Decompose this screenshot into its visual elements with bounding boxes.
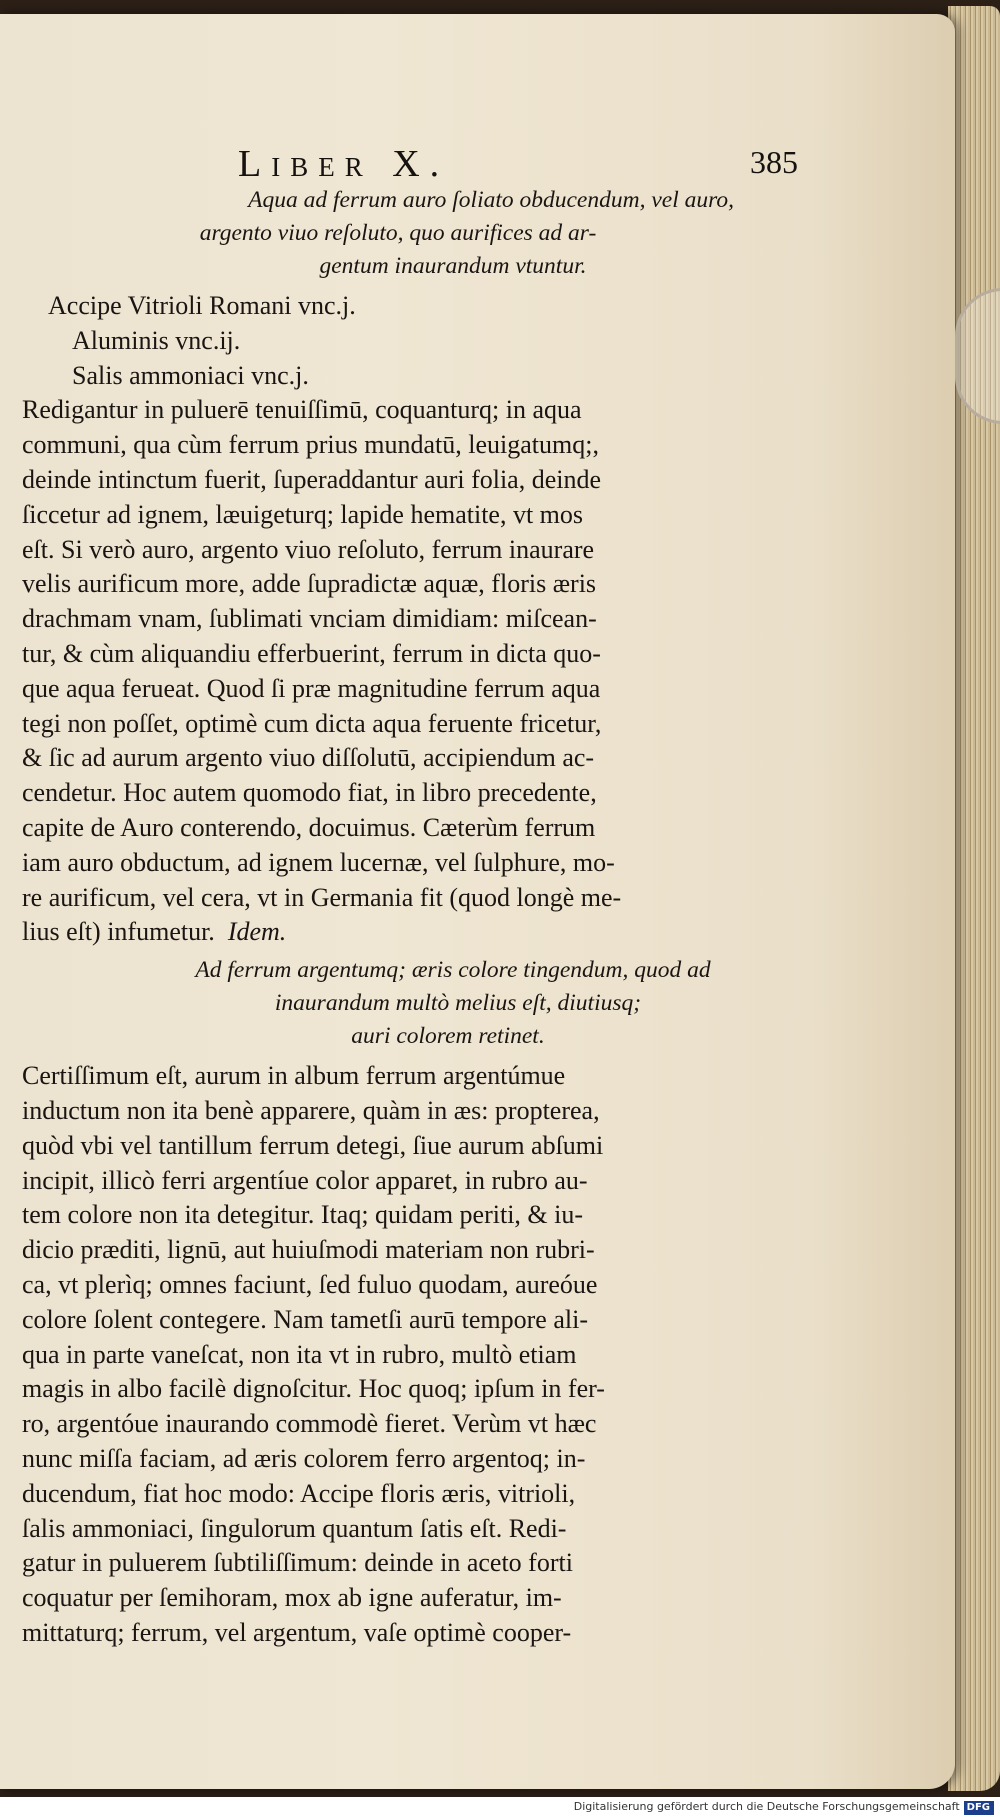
text-line: ducendum, fiat hoc modo: Accipe floris æris, vitrioli, [22,1478,576,1508]
text-line: capite de Auro conterendo, docuimus. Cæterùm ferrum [22,812,596,842]
text-line: deinde intinctum fuerit, ſuperaddantur auri folia, deinde [22,464,602,494]
text-line-with-attribution [22,915,744,950]
running-head: Liber X. [238,143,450,185]
text-line: ro, argentóue inaurando commodè fieret. Verùm vt hæc [22,1409,597,1439]
text-line: cendetur. Hoc autem quomodo fiat, in libro precedente, [22,778,597,808]
book-page [0,14,955,1789]
text-line: gatur in puluerem ſubtiliſſimum: deinde in aceto forti [22,1548,573,1578]
text-line: ſiccetur ad ignem, læuigeturq; lapide hematite, vt mos [22,499,584,529]
text-line: Redigantur in puluerē tenuiſſimū, coquanturq; in aqua [22,395,582,425]
text-line: velis aurificum more, adde ſupradictæ aquæ, floris æris [22,569,597,599]
section-title [22,954,744,1053]
title-line: auri colorem retinet. [351,1023,545,1050]
book-page-edges [948,6,1000,1791]
text-line: colore ſolent contegere. Nam tametſi aurū tempore ali- [22,1304,588,1334]
text-line: communi, qua cùm ferrum prius mundatū, leuigatumq;, [22,430,599,460]
section-title [22,184,744,283]
digitization-credit [0,1797,1000,1817]
text-line: magis in albo facilè dignoſcitur. Hoc quoq; ipſum in fer- [22,1374,605,1404]
title-line: Ad ferrum argentumq; æris colore tingendum, quod ad [195,957,711,984]
text-line: Aluminis vnc.ij. [72,325,241,355]
title-line: inaurandum multò melius eſt, diutiusq; [274,990,642,1017]
text-line: dicio præditi, lignū, aut huiuſmodi materiam non rubri- [22,1235,595,1265]
text-line: quòd vbi vel tantillum ferrum detegi, ſiue aurum abſumi [22,1130,604,1160]
text-line: Salis ammoniaci vnc.j. [72,360,309,390]
recipe-section-1 [22,184,744,950]
page-header [238,142,798,186]
text-line: drachmam vnam, ſublimati vnciam dimidiam: miſcean- [22,604,597,634]
dfg-logo: DFG [964,1801,994,1815]
text-line: iam auro obductum, ad ignem lucernæ, vel ſulphure, mo- [22,847,615,877]
text-line: nunc miſſa faciam, ad æris colorem ferro argentoq; in- [22,1443,586,1473]
text-line: ſalis ammoniaci, ſingulorum quantum ſatis eſt. Redi- [22,1513,567,1543]
text-line: qua in parte vaneſcat, non ita vt in rubro, multò etiam [22,1339,577,1369]
title-line: gentum inaurandum vtuntur. [319,253,587,279]
page-text [22,184,744,1651]
text-line: inductum non ita benè apparere, quàm in æs: propterea, [22,1095,600,1125]
text-line: tem colore non ita detegitur. Itaq; quidam periti, & iu- [22,1200,584,1230]
section-body [22,1059,744,1651]
text-line: eſt. Si verò auro, argento viuo reſoluto, ferrum inaurare [22,534,595,564]
title-line: Aqua ad ferrum auro ſoliato obducendum, vel auro, [248,187,734,213]
section-body [22,289,744,950]
page-number: 385 [750,144,798,180]
text-line: coquatur per ſemihoram, mox ab igne auferatur, im- [22,1583,562,1613]
text-line: Accipe Vitrioli Romani vnc.j. [48,291,356,320]
recipe-section-2 [22,954,744,1651]
text-line: tur, & cùm aliquandiu efferbuerint, ferrum in dicta quo- [22,638,601,668]
attribution: Idem. [227,917,287,947]
text-line: tegi non poſſet, optimè cum dicta aqua feruente fricetur, [22,708,602,738]
title-line: argento viuo reſoluto, quo aurifices ad ar- [199,220,597,246]
text-line: que aqua ferueat. Quod ſi præ magnitudine ferrum aqua [22,673,601,703]
text-line: ca, vt plerìq; omnes faciunt, ſed fuluo quodam, aureóue [22,1269,598,1299]
text-line: Certiſſimum eſt, aurum in album ferrum argentúmue [22,1061,566,1091]
text-line: & ſic ad aurum argento viuo diſſolutū, accipiendum ac- [22,743,595,773]
text-line: re aurificum, vel cera, vt in Germania fit (quod longè me- [22,882,622,912]
text-line: incipit, illicò ferri argentíue color apparet, in rubro au- [22,1165,588,1195]
credit-text: Digitalisierung gefördert durch die Deutsche Forschungsgemeinschaft [573,1800,960,1813]
text-line-part: lius eſt) infumetur. [22,917,215,947]
text-line: mittaturq; ferrum, vel argentum, vaſe optimè cooper- [22,1617,572,1647]
